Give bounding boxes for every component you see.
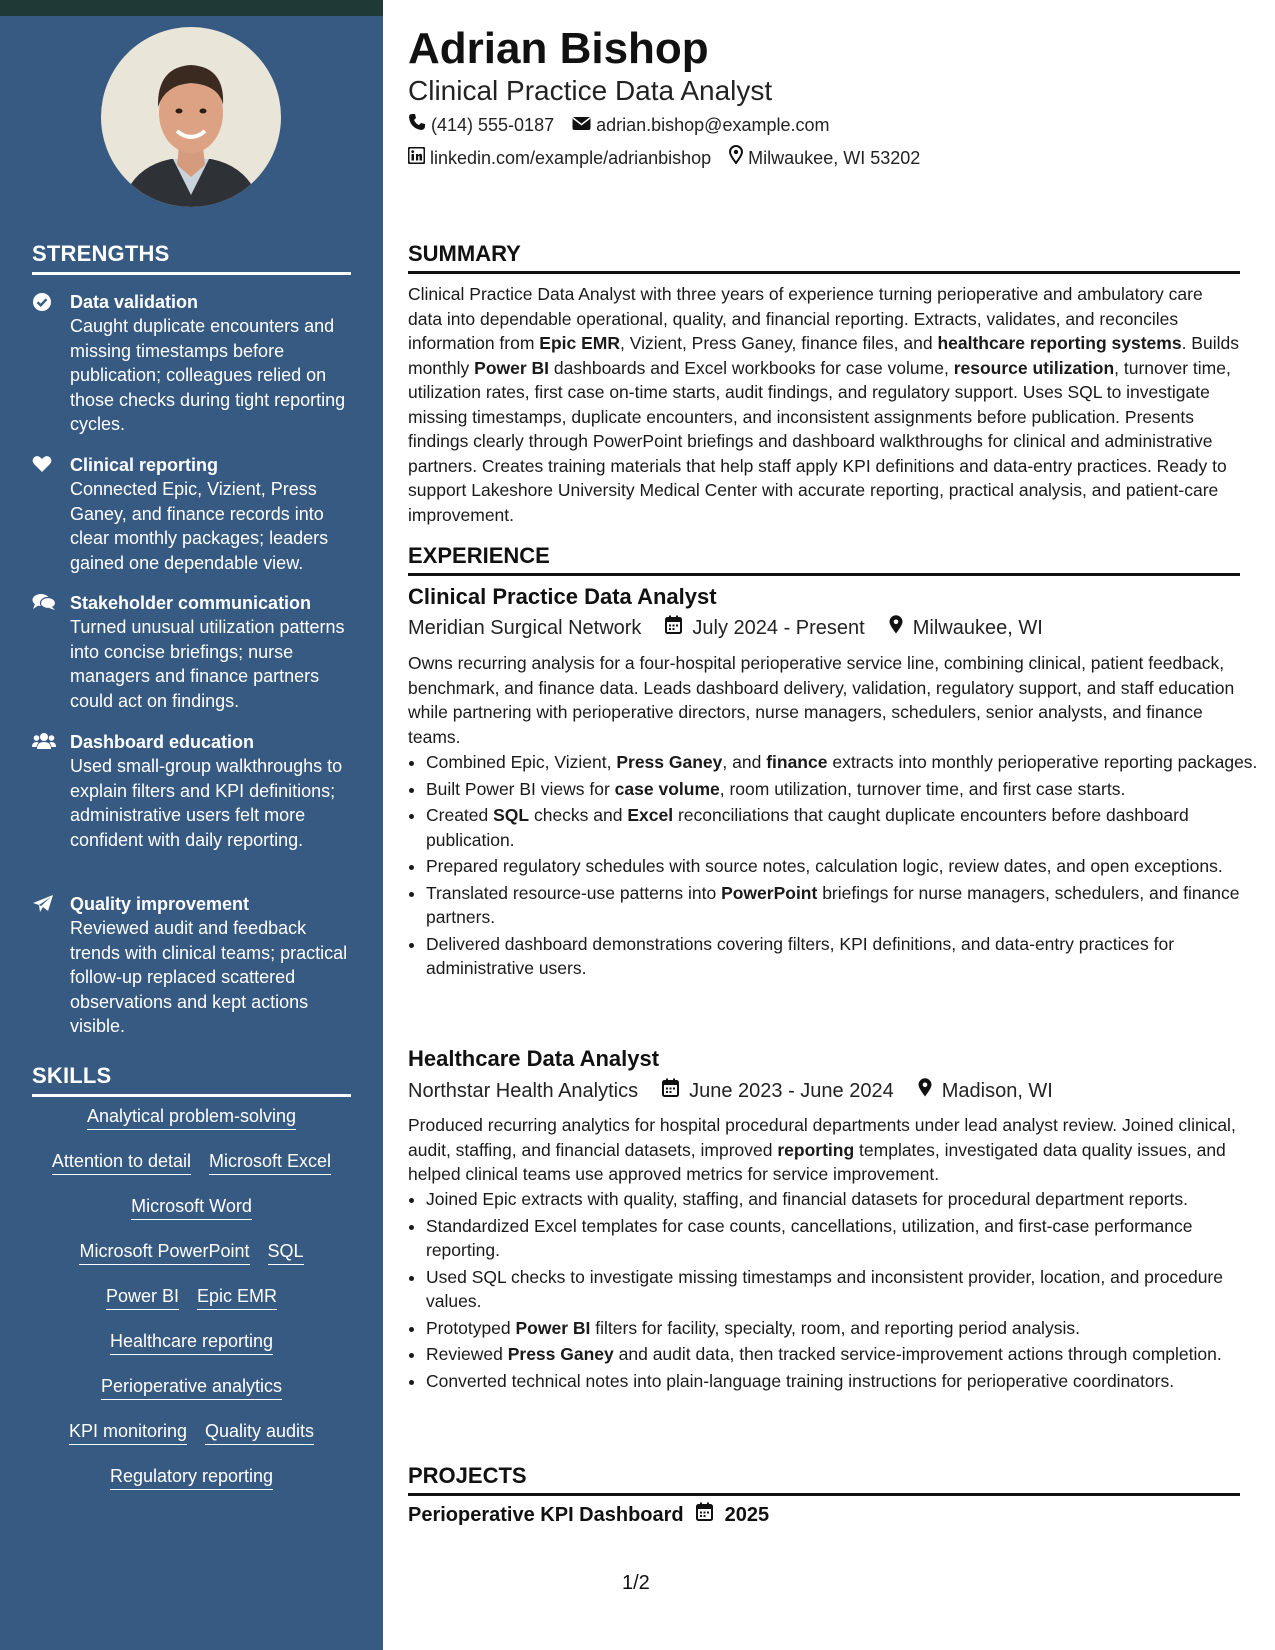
skill-tag: Microsoft PowerPoint	[79, 1238, 249, 1265]
summary-heading: SUMMARY	[408, 240, 1240, 274]
contact-row-1	[408, 113, 830, 137]
contact-row-2	[408, 145, 920, 170]
email-link[interactable]: adrian.bishop@example.com	[596, 115, 830, 135]
list-item: • Translated resource-use patterns into PowerPoint briefings for nurse managers, schedulers, and finance partners.	[426, 881, 1258, 930]
linkedin-icon	[408, 146, 425, 170]
list-item: • Combined Epic, Vizient, Press Ganey, and finance extracts into monthly perioperative reporting packages.	[426, 750, 1258, 775]
summary-text: Clinical Practice Data Analyst with three years of experience turning perioperative and ambulatory care data into dependable operational, quality, and financial reporting. Extracts, validates, and reconciles information from Epic EMR, Vizient, Press Ganey, finance files, and healthcare reporting systems. Builds monthly Power BI dashboards and Excel workbooks for case volume, resource utilization, turnover time, utilization rates, first case on-time starts, audit findings, and regulatory support. Uses SQL to investigate missing timestamps, duplicate encounters, and inconsistent assignments before publication. Presents findings clearly through PowerPoint briefings and dashboard walkthroughs for clinical and administrative partners. Creates training materials that help staff apply KPI definitions and data-entry practices. Ready to support Lakeshore University Medical Center with accurate reporting, practical analysis, and patient-care improvement.	[408, 284, 1239, 525]
users-icon	[32, 732, 56, 754]
list-item: • Delivered dashboard demonstrations covering filters, KPI definitions, and data-entry practices for administrative users.	[426, 932, 1258, 981]
skill-tag: Regulatory reporting	[110, 1463, 273, 1490]
strength-title: Dashboard education	[70, 732, 255, 752]
strength-title: Clinical reporting	[70, 455, 219, 475]
strength-desc: Reviewed audit and feedback trends with clinical teams; practical follow-up replaced scattered observations and kept actions visible.	[70, 918, 348, 1036]
skill-tag: Attention to detail	[52, 1148, 191, 1175]
skill-tag: Healthcare reporting	[110, 1328, 273, 1355]
projects-heading: PROJECTS	[408, 1462, 1240, 1496]
skills-list	[32, 1103, 351, 1508]
envelope-icon	[572, 113, 591, 137]
list-item: • Converted technical notes into plain-language training instructions for perioperative coordinators.	[426, 1369, 1258, 1394]
strength-desc: Connected Epic, Vizient, Press Ganey, and finance records into clear monthly packages; leaders gained one dependable view.	[70, 479, 329, 573]
list-item: • Prototyped Power BI filters for facility, specialty, room, and reporting period analysis.	[426, 1316, 1258, 1341]
map-pin-icon	[918, 1078, 932, 1104]
skills-heading: SKILLS	[32, 1063, 351, 1097]
job-location: Milwaukee, WI	[912, 617, 1043, 639]
company-name: Meridian Surgical Network	[408, 617, 642, 639]
skill-tag: KPI monitoring	[69, 1418, 187, 1445]
calendar-icon	[696, 1502, 713, 1528]
job-meta	[408, 615, 1043, 641]
strength-desc: Caught duplicate encounters and missing timestamps before publication; colleagues relied on those checks during tight reporting cycles.	[70, 316, 346, 434]
company-name: Northstar Health Analytics	[408, 1080, 639, 1102]
list-item: • Prepared regulatory schedules with source notes, calculation logic, review dates, and open exceptions.	[426, 854, 1258, 879]
skill-tag: SQL	[268, 1238, 304, 1265]
job-location: Madison, WI	[941, 1080, 1053, 1102]
list-item: • Created SQL checks and Excel reconciliations that caught duplicate encounters before dashboard publication.	[426, 803, 1258, 852]
skill-tag: Epic EMR	[197, 1283, 277, 1310]
job-summary: Produced recurring analytics for hospital procedural departments under lead analyst review. Joined clinical, audit, staffing, and financial datasets, improved reporting templates, investigated data quality issues, and helped clinical teams use approved metrics for service improvement.	[408, 1115, 1236, 1184]
calendar-icon	[665, 615, 682, 641]
sidebar	[0, 16, 383, 1650]
skill-tag: Microsoft Word	[131, 1193, 252, 1220]
project-date: 2025	[724, 1504, 770, 1526]
project-item	[408, 1502, 769, 1528]
heart-icon	[32, 455, 56, 477]
job-title: Healthcare Data Analyst	[408, 1046, 660, 1071]
job-summary: Owns recurring analysis for a four-hospital perioperative service line, combining clinical, patient feedback, benchmark, and finance data. Leads dashboard delivery, validation, regulatory support, and staff education while partnering with perioperative directors, nurse managers, schedulers, senior analysts, and finance teams.	[408, 653, 1235, 747]
map-pin-icon	[889, 615, 903, 641]
skill-tag: Analytical problem-solving	[87, 1103, 296, 1130]
skill-tag: Quality audits	[205, 1418, 314, 1445]
list-item: • Standardized Excel templates for case counts, cancellations, utilization, and first-case performance reporting.	[426, 1214, 1258, 1263]
experience-heading: EXPERIENCE	[408, 542, 1240, 576]
list-item: • Used SQL checks to investigate missing timestamps and inconsistent provider, location, and procedure values.	[426, 1265, 1258, 1314]
candidate-title: Clinical Practice Data Analyst	[408, 75, 773, 106]
phone-icon	[408, 113, 426, 137]
job-title: Clinical Practice Data Analyst	[408, 584, 717, 609]
strength-desc: Used small-group walkthroughs to explain filters and KPI definitions; administrative users felt more confident with daily reporting.	[70, 756, 343, 850]
strength-title: Stakeholder communication	[70, 593, 312, 613]
skill-tag: Perioperative analytics	[101, 1373, 282, 1400]
sidebar-top-band	[0, 0, 383, 16]
skill-tag: Microsoft Excel	[209, 1148, 331, 1175]
candidate-name: Adrian Bishop	[408, 24, 709, 73]
calendar-icon	[662, 1078, 679, 1104]
list-item: • Built Power BI views for case volume, room utilization, turnover time, and first case starts.	[426, 777, 1258, 802]
skill-tag: Power BI	[106, 1283, 179, 1310]
list-item: • Reviewed Press Ganey and audit data, then tracked service-improvement actions through completion.	[426, 1342, 1258, 1367]
project-title: Perioperative KPI Dashboard	[408, 1504, 684, 1526]
job-dates: June 2023 - June 2024	[689, 1080, 894, 1102]
page-number: 1/2	[622, 1572, 650, 1594]
job-dates: July 2024 - Present	[692, 617, 865, 639]
strength-title: Quality improvement	[70, 894, 250, 914]
job-meta	[408, 1078, 1053, 1104]
strength-title: Data validation	[70, 292, 199, 312]
paper-plane-icon	[32, 894, 56, 916]
list-item: • Joined Epic extracts with quality, staffing, and financial datasets for procedural department reports.	[426, 1187, 1258, 1212]
avatar	[101, 27, 281, 207]
strengths-heading: STRENGTHS	[32, 241, 351, 275]
location-text: Milwaukee, WI 53202	[748, 147, 921, 168]
chat-bubbles-icon	[32, 593, 56, 615]
linkedin-link[interactable]: linkedin.com/example/adrianbishop	[430, 147, 712, 168]
strength-desc: Turned unusual utilization patterns into concise briefings; nurse managers and finance partners could act on findings.	[70, 617, 345, 711]
phone-text: (414) 555-0187	[431, 115, 555, 135]
job-bullets	[408, 750, 1258, 983]
map-pin-icon	[729, 145, 743, 170]
job-bullets	[408, 1187, 1258, 1395]
check-circle-icon	[32, 292, 56, 314]
